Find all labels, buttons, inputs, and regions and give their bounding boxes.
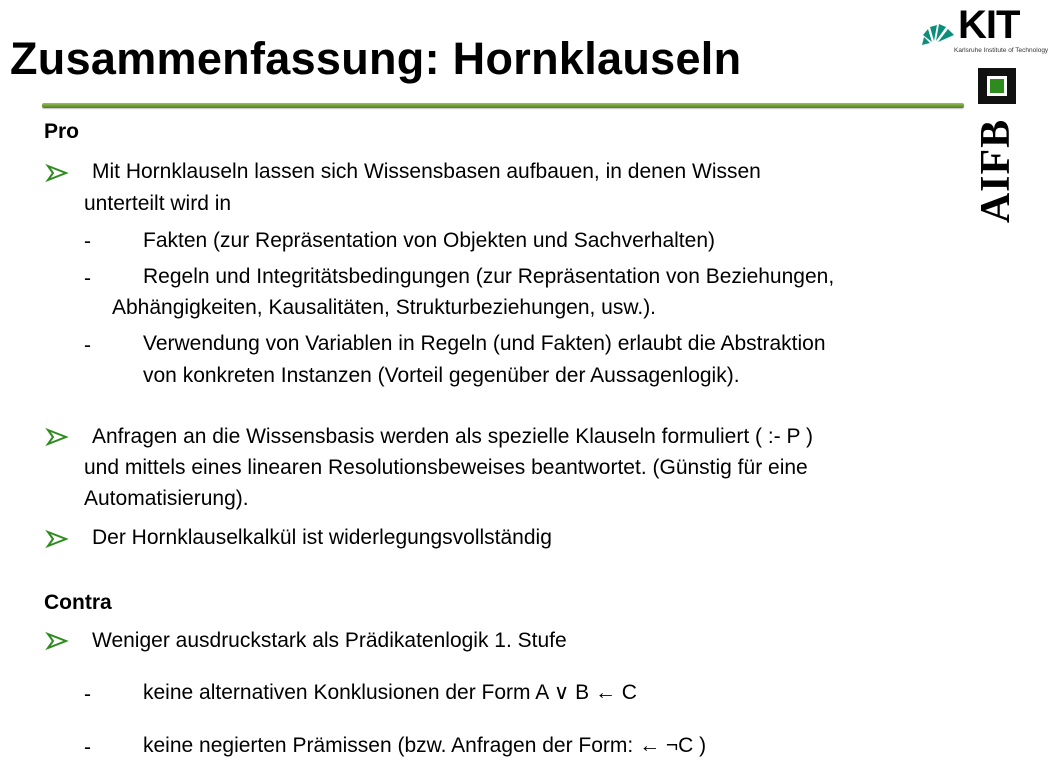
pro-sub-2-line-1: Regeln und Integritätsbedingungen (zur Repräsentation von Beziehungen, xyxy=(143,265,835,288)
contra-bullet-1: Weniger ausdruckstark als Prädikatenlogik 1. Stufe xyxy=(92,629,567,652)
pro-sub-2-dash: - xyxy=(84,267,91,290)
pro-bullet-1-line-2: unterteilt wird in xyxy=(84,192,232,215)
pro-sub-1: Fakten (zur Repräsentation von Objekten und Sachverhalten) xyxy=(143,229,715,252)
aifb-logo-word: AIFB xyxy=(973,118,1020,224)
arrow-bullet-icon xyxy=(46,164,68,182)
slide-title: Zusammenfassung: Hornklauseln xyxy=(10,33,742,84)
contra-sub-1-dash: - xyxy=(84,683,91,706)
pro-heading: Pro xyxy=(44,120,80,143)
pro-bullet-3: Der Hornklauselkalkül ist widerlegungsvollständig xyxy=(92,526,552,549)
contra-heading: Contra xyxy=(44,591,112,614)
contra-sub-2: keine negierten Prämissen (bzw. Anfragen der Form: ← ¬C ) xyxy=(143,734,707,757)
pro-bullet-2-line-1: Anfragen an die Wissensbasis werden als spezielle Klauseln formuliert ( :- P ) xyxy=(92,425,813,448)
contra-sub-2-dash: - xyxy=(84,736,91,759)
pro-sub-3-line-2: von konkreten Instanzen (Vorteil gegenüber der Aussagenlogik). xyxy=(143,364,740,387)
pro-bullet-2-line-2: und mittels eines linearen Resolutionsbeweises beantwortet. (Günstig für eine xyxy=(84,456,808,479)
arrow-bullet-icon xyxy=(46,428,68,446)
pro-sub-2-line-2: Abhängigkeiten, Kausalitäten, Strukturbeziehungen, usw.). xyxy=(112,296,657,319)
contra-sub-1: keine alternativen Konklusionen der Form A ∨ B ← C xyxy=(143,681,637,704)
pro-sub-3-dash: - xyxy=(84,334,91,357)
pro-bullet-1-line-1: Mit Hornklauseln lassen sich Wissensbasen aufbauen, in denen Wissen xyxy=(92,160,761,183)
pro-sub-1-dash: - xyxy=(84,230,91,253)
pro-bullet-2-line-3: Automatisierung). xyxy=(84,487,249,510)
pro-sub-3-line-1: Verwendung von Variablen in Regeln (und Fakten) erlaubt die Abstraktion xyxy=(143,332,826,355)
kit-logo-subtitle: Karlsruhe Institute of Technology xyxy=(954,47,1048,54)
arrow-bullet-icon xyxy=(46,632,68,650)
kit-logo-word: KIT xyxy=(958,3,1020,47)
arrow-bullet-icon xyxy=(46,530,68,548)
